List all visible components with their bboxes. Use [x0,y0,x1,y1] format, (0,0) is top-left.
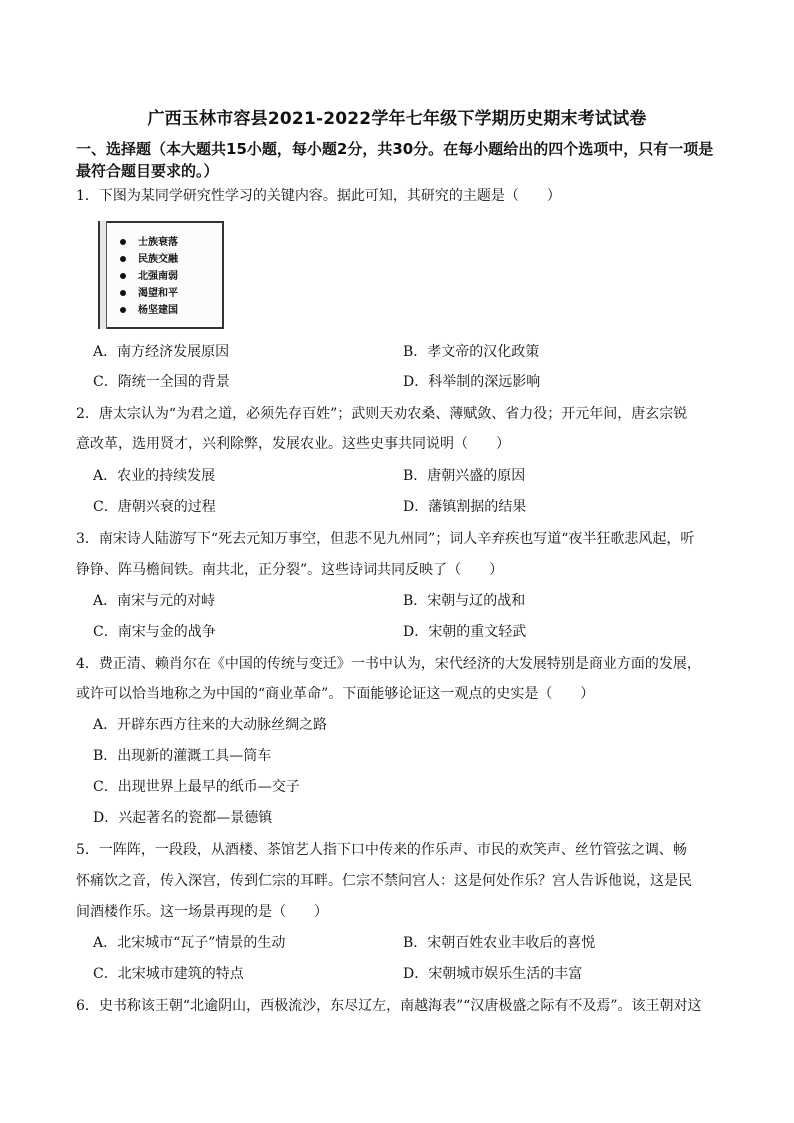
q3-option-d[interactable]: D．宋朝的重文轻武 [403,624,527,640]
q4-option-c[interactable]: C．出现世界上最早的纸币—交子 [93,779,300,795]
q5-stem-line1: 5．一阵阵，一段段，从酒楼、茶馆艺人指下口中传来的作乐声、市民的欢笑声、丝竹管弦之调、畅 [76,842,687,858]
q3-option-c[interactable]: C．南宋与金的战争 [93,624,216,640]
q3-option-a[interactable]: A．南宋与元的对峙 [93,593,216,609]
q2-option-b[interactable]: B．唐朝兴盛的原因 [403,468,526,484]
q4-stem-line1: 4．费正清、赖肖尔在《中国的传统与变迁》一书中认为，宋代经济的大发展特别是商业方面的发展， [76,656,701,672]
q4-option-b[interactable]: B．出现新的灌溉工具—筒车 [93,748,272,764]
exam-title: 广西玉林市容县2021-2022学年七年级下学期历史期末考试试卷 [147,109,647,129]
q1-option-a[interactable]: A．南方经济发展原因 [93,344,230,360]
q1-option-c[interactable]: C．隋统一全国的背景 [93,374,230,390]
q5-stem-line3: 间酒楼作乐。这一场景再现的是（ ） [76,904,328,920]
q5-option-a[interactable]: A．北宋城市“瓦子”情景的生动 [93,935,286,951]
q2-option-d[interactable]: D．藩镇割据的结果 [403,499,527,515]
q2-stem-line1: 2．唐太宗认为“为君之道，必须先存百姓”；武则天劝农桑、薄赋敛、省力役；开元年间，唐玄宗锐 [76,406,688,422]
bullet-icon [120,256,126,262]
q5-option-b[interactable]: B．宋朝百姓农业丰收后的喜悦 [403,935,596,951]
scroll-item: 杨坚建国 [120,301,178,316]
scroll-item: 北强南弱 [120,267,178,282]
bullet-icon [120,239,126,245]
q5-option-d[interactable]: D．宋朝城市娱乐生活的丰富 [403,966,583,982]
q1-stem: 1．下图为某同学研究性学习的关键内容。据此可知，其研究的主题是（ ） [76,188,561,204]
bullet-icon [120,307,126,313]
scroll-rod [98,221,107,329]
scroll-item: 士族衰落 [120,233,178,248]
q6-stem-line1: 6．史书称该王朝“北逾阴山，西极流沙，东尽辽左，南越海表”“汉唐极盛之际有不及焉”。该王朝对这 [76,998,702,1014]
scroll-item: 渴望和平 [120,284,178,299]
q4-stem-line2: 或许可以恰当地称之为中国的“商业革命”。下面能够论证这一观点的史实是（ ） [76,686,595,702]
q2-stem-line2: 意改革，选用贤才，兴利除弊，发展农业。这些史事共同说明（ ） [76,436,510,452]
q1-option-b[interactable]: B．孝文帝的汉化政策 [403,344,540,360]
q5-stem-line2: 怀痛饮之音，传入深宫，传到仁宗的耳畔。仁宗不禁问宫人：这是何处作乐？宫人告诉他说，这是民 [76,873,692,889]
q2-option-c[interactable]: C．唐朝兴衰的过程 [93,499,216,515]
q2-option-a[interactable]: A．农业的持续发展 [93,468,216,484]
bullet-icon [120,273,126,279]
q4-option-d[interactable]: D．兴起著名的瓷都—景德镇 [93,810,273,826]
q4-option-a[interactable]: A．开辟东西方往来的大动脉丝绸之路 [93,717,328,733]
bullet-icon [120,290,126,296]
scroll-item: 民族交融 [120,250,178,265]
q1-option-d[interactable]: D．科举制的深远影响 [403,374,541,390]
q3-option-b[interactable]: B．宋朝与辽的战和 [403,593,526,609]
q3-stem-line1: 3．南宋诗人陆游写下“死去元知万事空，但悲不见九州同”；词人辛弃疾也写道“夜半狂歌悲风起，听 [76,531,695,547]
q1-scroll-figure [98,221,224,329]
q5-option-c[interactable]: C．北宋城市建筑的特点 [93,966,244,982]
section-heading: 一、选择题（本大题共15小题，每小题2分，共30分。在每小题给出的四个选项中，只有一项是最符合题目要求的。） [76,140,714,180]
q3-stem-line2: 铮铮、阵马檐间铁。南共北，正分裂”。这些诗词共同反映了（ ） [76,562,504,578]
